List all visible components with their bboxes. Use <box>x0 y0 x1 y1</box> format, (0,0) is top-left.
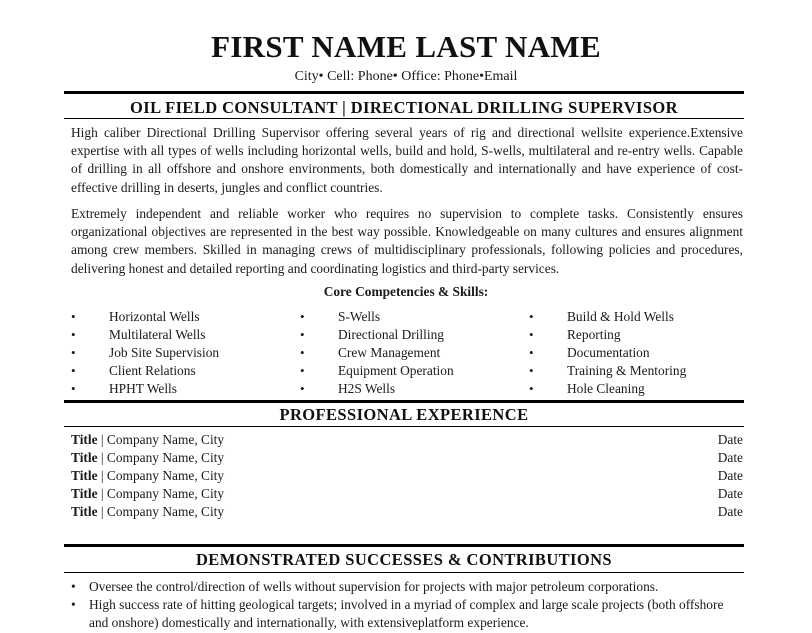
bullet-icon: • <box>71 381 76 396</box>
success-text: High success rate of hitting geological targets; involved in a myriad of complex and large scale projects (both offshore and onshore) domestically and internationally, with extensiveplatform experience. <box>89 597 724 631</box>
bullet-icon: • <box>529 327 534 342</box>
experience-entry <box>71 485 743 503</box>
job-title: Title <box>71 432 98 447</box>
bullet-icon: • <box>71 327 76 342</box>
job-date: Date <box>717 432 743 447</box>
skill-label: Documentation <box>567 345 650 360</box>
summary-paragraph-2: Extremely independent and reliable worker who requires no supervision to complete tasks. Consistently ensures organizational objectives are represented in the best way possible. Knowledgeable on many cultures and ensures alignment among crew members. Skilled in managing crews of multidisciplinary professionals, following policies and procedures, delivering honest and detailed reporting and coordinating logistics and third-party services. <box>71 206 743 276</box>
skill-label: Reporting <box>567 327 621 342</box>
bullet-icon: • <box>529 363 534 378</box>
skill-label: Multilateral Wells <box>109 327 206 342</box>
experience-entry <box>71 503 743 521</box>
bullet-icon: • <box>529 309 534 324</box>
bullet-icon: • <box>71 309 76 324</box>
bullet-icon: • <box>71 579 76 594</box>
skill-label: Directional Drilling <box>338 327 444 342</box>
job-title: Title <box>71 504 98 519</box>
skill-label: Horizontal Wells <box>109 309 200 324</box>
successes-heading: DEMONSTRATED SUCCESSES & CONTRIBUTIONS <box>64 544 744 573</box>
skill-label: Equipment Operation <box>338 363 454 378</box>
core-competencies-title: Core Competencies & Skills: <box>323 284 489 299</box>
bullet-icon: • <box>300 381 305 396</box>
bullet-icon: • <box>300 327 305 342</box>
job-date: Date <box>717 504 743 519</box>
bullet-icon: • <box>71 345 76 360</box>
skill-label: Client Relations <box>109 363 196 378</box>
bullet-icon: • <box>529 345 534 360</box>
bullet-icon: • <box>71 597 76 613</box>
bullet-icon: • <box>529 381 534 396</box>
headline-band: OIL FIELD CONSULTANT | DIRECTIONAL DRILLING SUPERVISOR <box>64 91 744 119</box>
summary-paragraph-1: High caliber Directional Drilling Supervisor offering several years of rig and directional wellsite experience.Extensive expertise with all types of wells including horizontal wells, build and hold, S-wells, multilateral and re-entry wells. Capable of drilling in all offshore and onshore environments, both domestically and internationally and have experience of cost-effective drilling in deserts, jungles and conflict countries. <box>71 125 743 195</box>
candidate-name: FIRST NAME LAST NAME <box>211 29 601 64</box>
bullet-icon: • <box>300 345 305 360</box>
company-city: | Company Name, City <box>97 504 225 519</box>
job-date: Date <box>717 486 743 501</box>
skill-label: S-Wells <box>338 309 381 324</box>
bullet-icon: • <box>71 363 76 378</box>
job-date: Date <box>717 450 743 465</box>
successes-list <box>71 578 743 633</box>
skill-label: HPHT Wells <box>109 381 177 396</box>
skill-label: Hole Cleaning <box>567 381 645 396</box>
job-date: Date <box>717 468 743 483</box>
skill-label: Job Site Supervision <box>109 345 220 360</box>
success-item <box>71 596 743 632</box>
success-item <box>71 578 743 596</box>
company-city: | Company Name, City <box>97 486 225 501</box>
success-text: Oversee the control/direction of wells without supervision for projects with major petroleum corporations. <box>89 579 659 594</box>
experience-entry <box>71 467 743 485</box>
job-title: Title <box>71 450 98 465</box>
company-city: | Company Name, City <box>97 432 225 447</box>
experience-entry <box>71 431 743 449</box>
company-city: | Company Name, City <box>97 450 225 465</box>
experience-list <box>71 431 743 521</box>
experience-heading: PROFESSIONAL EXPERIENCE <box>64 400 744 427</box>
contact-line: City• Cell: Phone• Office: Phone•Email <box>294 69 518 84</box>
company-city: | Company Name, City <box>97 468 225 483</box>
job-title: Title <box>71 468 98 483</box>
skill-label: Crew Management <box>338 345 441 360</box>
skill-label: H2S Wells <box>338 381 396 396</box>
skill-label: Build & Hold Wells <box>567 309 674 324</box>
experience-entry <box>71 449 743 467</box>
job-title: Title <box>71 486 98 501</box>
bullet-icon: • <box>300 363 305 378</box>
skill-label: Training & Mentoring <box>567 363 687 378</box>
bullet-icon: • <box>300 309 305 324</box>
